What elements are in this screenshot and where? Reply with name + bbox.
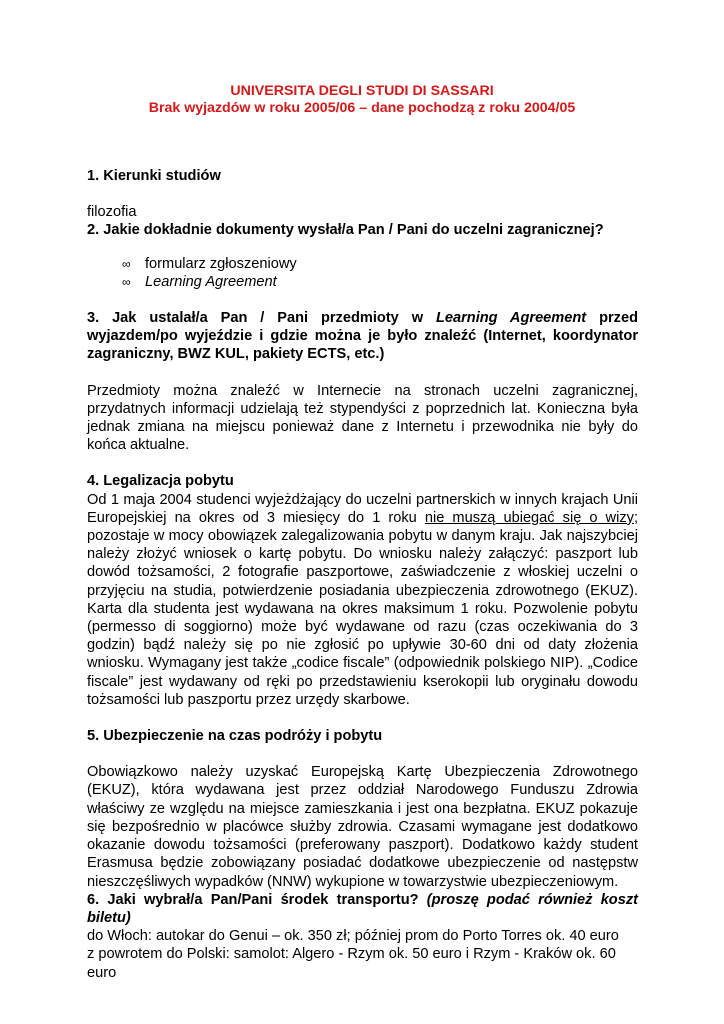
transport-outbound: do Włoch: autokar do Genui – ok. 350 zł; później prom do Porto Torres ok. 40 euro: [87, 928, 619, 945]
infinity-bullet-icon: ∞: [122, 256, 131, 271]
section-3-body: Przedmioty można znaleźć w Internecie na stronach uczelni zagranicznej, przydatnych informacji udzielają też stypendyści z poprzednich lat. Konieczna była jednak zmiana na miejscu ponieważ dane z Internetu i przewodnika nie były do końca aktualne.: [87, 382, 638, 454]
section-5-title: 5. Ubezpieczenie na czas podróży i pobytu: [87, 728, 383, 745]
document-header: [0, 83, 724, 117]
section-1-answer: filozofia: [87, 204, 137, 221]
section-5-body: Obowiązkowo należy uzyskać Europejską Kartę Ubezpieczenia Zdrowotnego (EKUZ), która wydawana jest przez oddział Narodowego Funduszu Zdrowia właściwy ze względu na miejsce zamieszkania i jest ona bezpłatna. EKUZ pokazuje się bezpośrednio w placówce służby zdrowia. Czasami wymagane jest dodatkowo okazanie dowodu tożsamości (preferowany paszport). Dodatkowo każdy student Erasmusa będzie zobowiązany posiadać dodatkowe ubezpieczenie od następstw nieszczęśliwych wypadków (NNW) wykupione w towarzystwie ubezpieczeniowym.: [87, 764, 638, 890]
document-body: [87, 167, 638, 982]
section-4-body: Od 1 maja 2004 studenci wyjeżdżający do uczelni partnerskich w innych krajach Unii Europejskiej na okres od 3 miesięcy do 1 roku nie muszą ubiegać się o wizy; pozostaje w mocy obowiązek zalegalizowania pobytu w danym kraju. Jak najszybciej należy złożyć wniosek o kartę pobytu. Do wniosku należy załączyć: paszport lub dowód tożsamości, 2 fotografie paszportowe, zaświadczenie z włoskiej uczelni o przyjęciu na studia, potwierdzenie posiadania ubezpieczenia zdrowotnego (EKUZ). Karta dla studenta jest wydawana na okres maksimum 1 roku. Pozwolenie pobytu (permesso di soggiorno) może być wydawane od razu (czas oczekiwania do 3 godzin) bądź należy się po nie zgłosić po upływie 30-60 dni od daty złożenia wniosku. Wymagany jest także „codice fiscale” (odpowiednik polskiego NIP). „Codice fiscale” jest wydawany od ręki po przedstawieniu kserokopii lub oryginału dowodu tożsamości lub paszportu przez urzędy skarbowe.: [87, 491, 638, 708]
section-1-title: 1. Kierunki studiów: [87, 168, 221, 184]
list-item: ∞ Learning Agreement: [122, 273, 277, 290]
list-item: ∞ formularz zgłoszeniowy: [122, 255, 297, 272]
section-2-title: 2. Jakie dokładnie dokumenty wysłał/a Pan / Pani do uczelni zagranicznej?: [87, 222, 604, 239]
section-4-title: 4. Legalizacja pobytu: [87, 473, 234, 490]
infinity-bullet-icon: ∞: [122, 274, 131, 289]
transport-return: z powrotem do Polski: samolot: Algero - Rzym ok. 50 euro i Rzym - Kraków ok. 60 euro: [87, 946, 616, 981]
university-name: UNIVERSITA DEGLI STUDI DI SASSARI: [230, 83, 494, 99]
section-3-title: 3. Jak ustalał/a Pan / Pani przedmioty w Learning Agreement przed wyjazdem/po wyjeździe i gdzie można je było znaleźć (Internet, koordynator zagraniczny, BWZ KUL, pakiety ECTS, etc.): [87, 310, 638, 363]
documents-list: [87, 255, 638, 291]
header-subtitle: Brak wyjazdów w roku 2005/06 – dane pochodzą z roku 2004/05: [148, 100, 576, 116]
section-6-title: 6. Jaki wybrał/a Pan/Pani środek transportu? (proszę podać również koszt biletu): [87, 891, 638, 926]
